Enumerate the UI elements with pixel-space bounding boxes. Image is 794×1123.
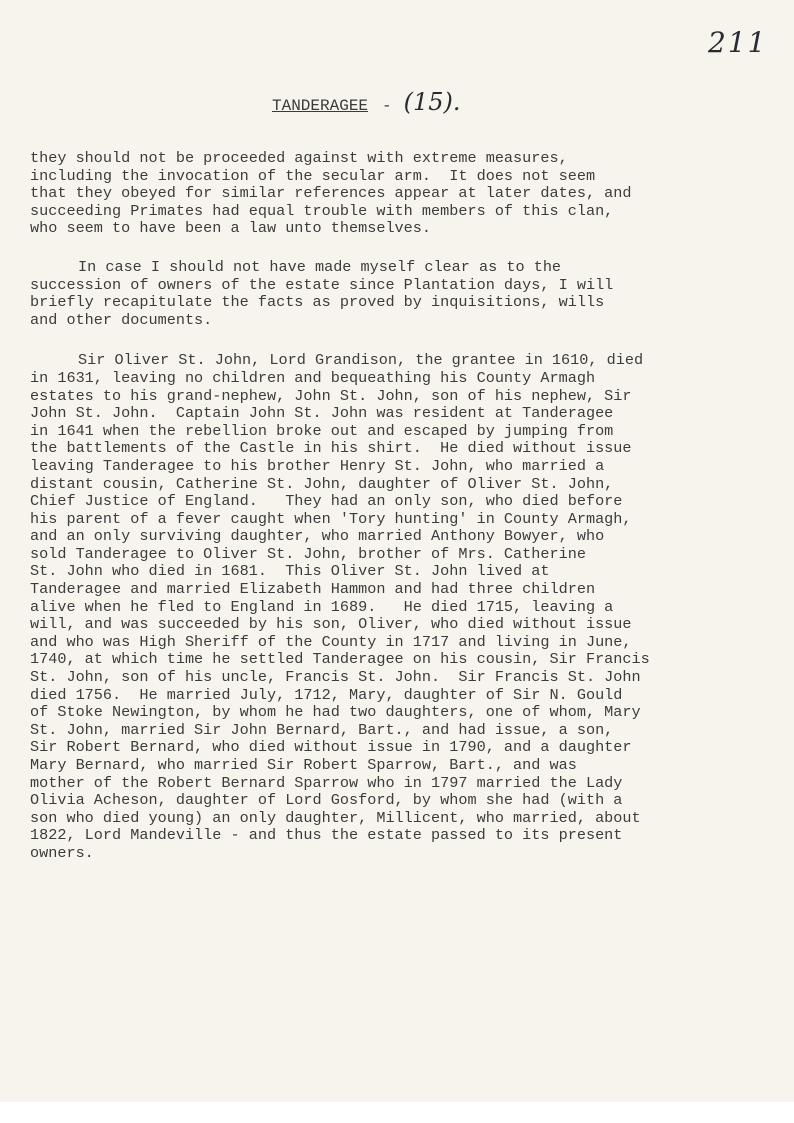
text-line: St. John who died in 1681. This Oliver St. John lived at: [30, 562, 550, 581]
text-line: will, and was succeeded by his son, Oliver, who died without issue: [30, 615, 632, 634]
header-separator: -: [382, 97, 392, 115]
document-body: [30, 150, 770, 863]
text-line: Chief Justice of England. They had an only son, who died before: [30, 492, 623, 511]
text-line: and other documents.: [30, 310, 213, 329]
text-line: Sir Robert Bernard, who died without issue in 1790, and a daughter: [30, 738, 632, 757]
text-line: that they obeyed for similar references appear at later dates, and: [30, 184, 632, 203]
page-header: [272, 88, 461, 116]
paragraph-1: [30, 150, 770, 238]
paragraph-3: [30, 352, 770, 862]
text-line: and who was High Sheriff of the County in 1717 and living in June,: [30, 632, 632, 651]
text-line: died 1756. He married July, 1712, Mary, daughter of Sir N. Gould: [30, 685, 623, 704]
text-line: of Stoke Newington, by whom he had two daughters, one of whom, Mary: [30, 703, 641, 722]
text-line: and an only surviving daughter, who married Anthony Bowyer, who: [30, 527, 605, 546]
text-line: in 1641 when the rebellion broke out and escaped by jumping from: [30, 421, 614, 440]
text-line: Sir Oliver St. John, Lord Grandison, the grantee in 1610, died: [78, 351, 644, 370]
handwritten-page-index: (15).: [403, 88, 461, 116]
text-line: owners.: [30, 843, 94, 862]
text-line: succession of owners of the estate since Plantation days, I will: [30, 275, 614, 294]
header-title: TANDERAGEE: [272, 97, 369, 115]
text-line: Tanderagee and married Elizabeth Hammon and had three children: [30, 580, 596, 599]
text-line: they should not be proceeded against with extreme measures,: [30, 149, 568, 167]
text-line: succeeding Primates had equal trouble with members of this clan,: [30, 201, 614, 220]
page-number: 211: [708, 26, 768, 59]
text-line: alive when he fled to England in 1689. He died 1715, leaving a: [30, 597, 614, 616]
text-line: mother of the Robert Bernard Sparrow who in 1797 married the Lady: [30, 773, 623, 792]
text-line: including the invocation of the secular arm. It does not seem: [30, 166, 596, 185]
text-line: In case I should not have made myself clear as to the: [78, 257, 562, 276]
paragraph-2: [30, 259, 770, 329]
text-line: 1740, at which time he settled Tanderagee on his cousin, Sir Francis: [30, 650, 650, 669]
text-line: leaving Tanderagee to his brother Henry St. John, who married a: [30, 456, 605, 475]
text-line: St. John, son of his uncle, Francis St. John. Sir Francis St. John: [30, 668, 641, 687]
text-line: Olivia Acheson, daughter of Lord Gosford, by whom she had (with a: [30, 791, 623, 810]
text-line: briefly recapitulate the facts as proved by inquisitions, wills: [30, 293, 605, 312]
text-line: who seem to have been a law unto themselves.: [30, 219, 432, 238]
text-line: estates to his grand-nephew, John St. John, son of his nephew, Sir: [30, 386, 632, 405]
text-line: St. John, married Sir John Bernard, Bart., and had issue, a son,: [30, 720, 614, 739]
text-line: distant cousin, Catherine St. John, daughter of Oliver St. John,: [30, 474, 614, 493]
text-line: his parent of a fever caught when 'Tory hunting' in County Armagh,: [30, 509, 632, 528]
text-line: 1822, Lord Mandeville - and thus the estate passed to its present: [30, 826, 623, 845]
text-line: Mary Bernard, who married Sir Robert Sparrow, Bart., and was: [30, 756, 577, 774]
text-line: John St. John. Captain John St. John was resident at Tanderagee: [30, 404, 614, 423]
text-line: son who died young) an only daughter, Millicent, who married, about: [30, 808, 641, 827]
text-line: the battlements of the Castle in his shirt. He died without issue: [30, 439, 632, 458]
text-line: in 1631, leaving no children and bequeathing his County Armagh: [30, 368, 596, 387]
text-line: sold Tanderagee to Oliver St. John, brother of Mrs. Catherine: [30, 544, 586, 563]
